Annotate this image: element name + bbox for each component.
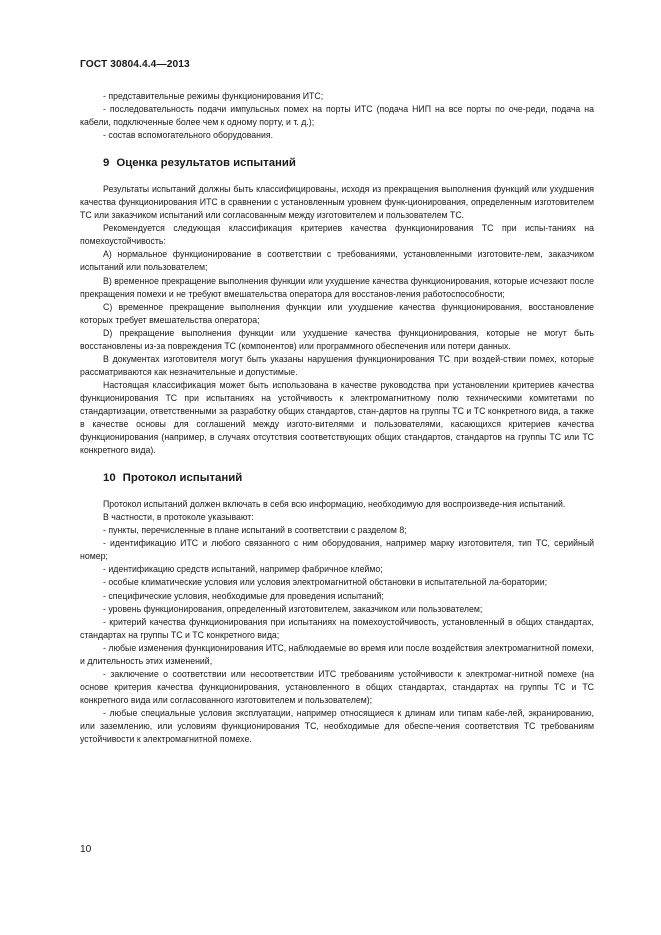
list-item: - заключение о соответствии или несоответствии ИТС требованиям устойчивости к электромаг-нитной помехе (на основе критерия качества функционирования, установленного в общих стандартах, стандартах на группы ТС и ТС конкретного вида или согласованного изготовителем и пользователем); xyxy=(80,668,594,705)
list-item: - идентификацию средств испытаний, например фабричное клеймо; xyxy=(103,564,383,575)
paragraph: В частности, в протоколе указывают: xyxy=(103,512,254,523)
intro-item: - состав вспомогательного оборудования. xyxy=(103,130,274,141)
section-9-heading xyxy=(80,156,594,171)
paragraph: Результаты испытаний должны быть классифицированы, исходя из прекращения выполнения функций или ухудшения качества функционирования ИТС в сравнении с установленным уровнем функ-ционирования, определенным изготовителем ТС или заказчиком испытаний или согласованным между изготовителем и пользователем ТС. xyxy=(80,184,594,221)
paragraph: Настоящая классификация может быть использована в качестве руководства при установлении критериев качества функционирования ТС при испытаниях на устойчивость к электромагнитному полю техническими комитетами по стандартизации, ответственными за разработку общих стандартов, стан-дартов на группы ТС и ТС конкретного вида, а также в качестве основы для соглашений между изгото-вителями и пользователями, касающихся критериев качества функционирования (например, в случаях отсутствия соответствующих общих стандартов, стандартов на группы ТС или ТС конкретного вида). xyxy=(80,379,594,456)
intro-item: - представительные режимы функционирования ИТС; xyxy=(103,91,324,101)
section-9-number: 9 xyxy=(103,157,110,170)
criterion-c: С) временное прекращение выполнения функции или ухудшение качества функционирования, восстановление которых требует вмешательства оператора; xyxy=(80,301,594,325)
list-item: - уровень функционирования, определенный изготовителем, заказчиком или пользователем; xyxy=(103,603,483,614)
criterion-d: D) прекращение выполнения функции или ухудшение качества функционирования, которые не могут быть восстановлены из-за повреждения ТС (компонентов) или программного обеспечения или потери данных. xyxy=(80,327,594,351)
document-header: ГОСТ 30804.4.4—2013 xyxy=(80,59,190,70)
list-item: - любые изменения функционирования ИТС, наблюдаемые во время или после воздействия электромагнитной помехи, и длительность этих изменений, xyxy=(80,642,594,666)
section-9-title: Оценка результатов испытаний xyxy=(116,157,296,170)
intro-item: - последовательность подачи импульсных помех на порты ИТС (подача НИП на все порты по оче-реди, подача на кабели, подключенные более чем к одному порту, и т. д.); xyxy=(80,104,594,128)
paragraph: Рекомендуется следующая классификация критериев качества функционирования ТС при испы-таниях на помехоустойчивость: xyxy=(80,223,594,247)
list-item: - критерий качества функционирования при испытаниях на помехоустойчивость, установленный в общих стандартах, стандартах на группы ТС и ТС конкретного вида; xyxy=(80,616,594,640)
list-item: - особые климатические условия или условия электромагнитной обстановки в испытательной ла-боратории; xyxy=(103,577,548,588)
page-content xyxy=(80,90,594,746)
page-number: 10 xyxy=(80,844,92,855)
list-item: - любые специальные условия эксплуатации, например относящиеся к длинам или типам кабе-лей, экранированию, или заземлению, или условиям функционирования ТС, необходимые для обеспе-чения соответствия ТС требованиям устойчивости к электромагнитной помехе. xyxy=(80,707,594,745)
section-10-number: 10 xyxy=(103,472,116,485)
list-item: - пункты, перечисленные в плане испытаний в соответствии с разделом 8; xyxy=(103,525,407,536)
criterion-a: А) нормальное функционирование в соответствии с требованиями, установленными изготовите-лем, заказчиком испытаний или пользователем; xyxy=(80,249,594,273)
section-10-heading xyxy=(80,471,594,486)
paragraph: В документах изготовителя могут быть указаны нарушения функционирования ТС при воздей-ствии помех, которые рассматриваются как незначительные и допустимые. xyxy=(80,353,594,377)
criterion-b: В) временное прекращение выполнения функции или ухудшение качества функционирования, которые исчезают после прекращения помехи и не требуют вмешательства оператора для восстанов-ления работоспособности; xyxy=(80,275,594,299)
paragraph: Протокол испытаний должен включать в себя всю информацию, необходимую для воспроизведе-ния испытаний. xyxy=(103,499,566,510)
list-item: - идентификацию ИТС и любого связанного с ним оборудования, например марку изготовителя, тип ТС, серийный номер; xyxy=(80,538,594,562)
section-10-title: Протокол испытаний xyxy=(122,472,243,485)
list-item: - специфические условия, необходимые для проведения испытаний; xyxy=(103,590,384,601)
